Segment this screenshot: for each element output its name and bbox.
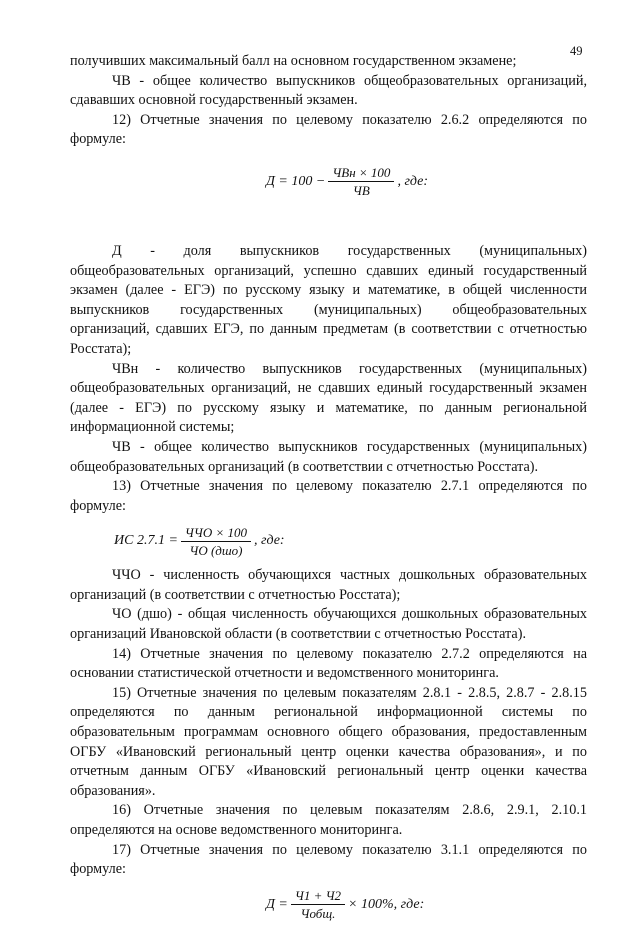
document-body [70, 52, 587, 930]
formula-dolya [70, 152, 587, 212]
formula-denominator: ЧВ [352, 183, 370, 199]
formula-lhs: Д = [266, 896, 288, 912]
formula-numerator: ЧВн × 100 [328, 165, 394, 182]
formula-numerator: ЧЧО × 100 [181, 525, 251, 542]
paragraph: ЧО (дшо) - общая численность обучающихся дошкольных образовательных организаций Ивановской области (в соответствии с отчетностью Росстата). [70, 606, 587, 643]
paragraph: получивших максимальный балл на основном государственном экзамене; [70, 53, 517, 69]
formula-fraction [181, 525, 251, 558]
paragraph: ЧВ - общее количество выпускников государственных (муниципальных) общеобразовательных организаций (в соответствии с отчетностью Росстата). [70, 438, 587, 475]
paragraph: ЧВн - количество выпускников государственных (муниципальных) общеобразовательных организаций, не сдавших единый государственный экзамен (далее - ЕГЭ) по русскому языку и математике, по данным региональной информационной системы; [70, 360, 587, 436]
paragraph: 17) Отчетные значения по целевому показателю 3.1.1 определяются по формуле: [70, 841, 587, 878]
formula-numerator: Ч1 + Ч2 [291, 888, 345, 905]
formula-lhs: ИС 2.7.1 = [114, 533, 178, 549]
paragraph: Д - доля выпускников государственных (муниципальных) общеобразовательных организаций, успешно сдавших единый государственный экзамен (далее - ЕГЭ) по русскому языку и математике, в общей численности выпускников государственных (муниципальных) общеобразовательных организаций, сдавших ЕГЭ, по данным предметам (в соответствии с отчетностью Росстата); [70, 242, 587, 357]
paragraph: 12) Отчетные значения по целевому показателю 2.6.2 определяются по формуле: [70, 111, 587, 148]
paragraph: 16) Отчетные значения по целевым показателям 2.8.6, 2.9.1, 2.10.1 определяются на основе ведомственного мониторинга. [70, 802, 587, 838]
spacer [70, 214, 587, 242]
formula-is-271 [70, 518, 587, 564]
paragraph: 14) Отчетные значения по целевому показателю 2.7.2 определяются на основании статистической отчетности и ведомственного мониторинга. [70, 645, 587, 682]
paragraph: ЧЧО - численность обучающихся частных дошкольных образовательных организаций (в соответствии с отчетностью Росстата); [70, 567, 587, 603]
formula-tail: , где: [397, 174, 429, 190]
paragraph: 15) Отчетные значения по целевым показателям 2.8.1 - 2.8.5, 2.8.7 - 2.8.15 определяются по данным региональной информационной системы по образовательным программам основного общего образования, предоставленным ОГБУ «Ивановский региональный центр оценки качества образования», и по отчетным данным ОГБУ «Ивановский региональный центр оценки качества образования». [70, 684, 587, 799]
formula-tail: × 100%, где: [348, 896, 425, 912]
formula-fraction [328, 165, 394, 198]
paragraph: ЧВ - общее количество выпускников общеобразовательных организаций, сдававших основной государственный экзамен. [70, 72, 587, 109]
formula-tail: , где: [253, 533, 285, 549]
formula-denominator: ЧО (дшо) [189, 542, 243, 558]
formula-lhs: Д = 100 − [266, 174, 326, 190]
formula-denominator: Чобщ. [300, 906, 336, 922]
page-number: 49 [570, 44, 583, 58]
paragraph: 13) Отчетные значения по целевому показателю 2.7.1 определяются по формуле: [70, 478, 587, 514]
